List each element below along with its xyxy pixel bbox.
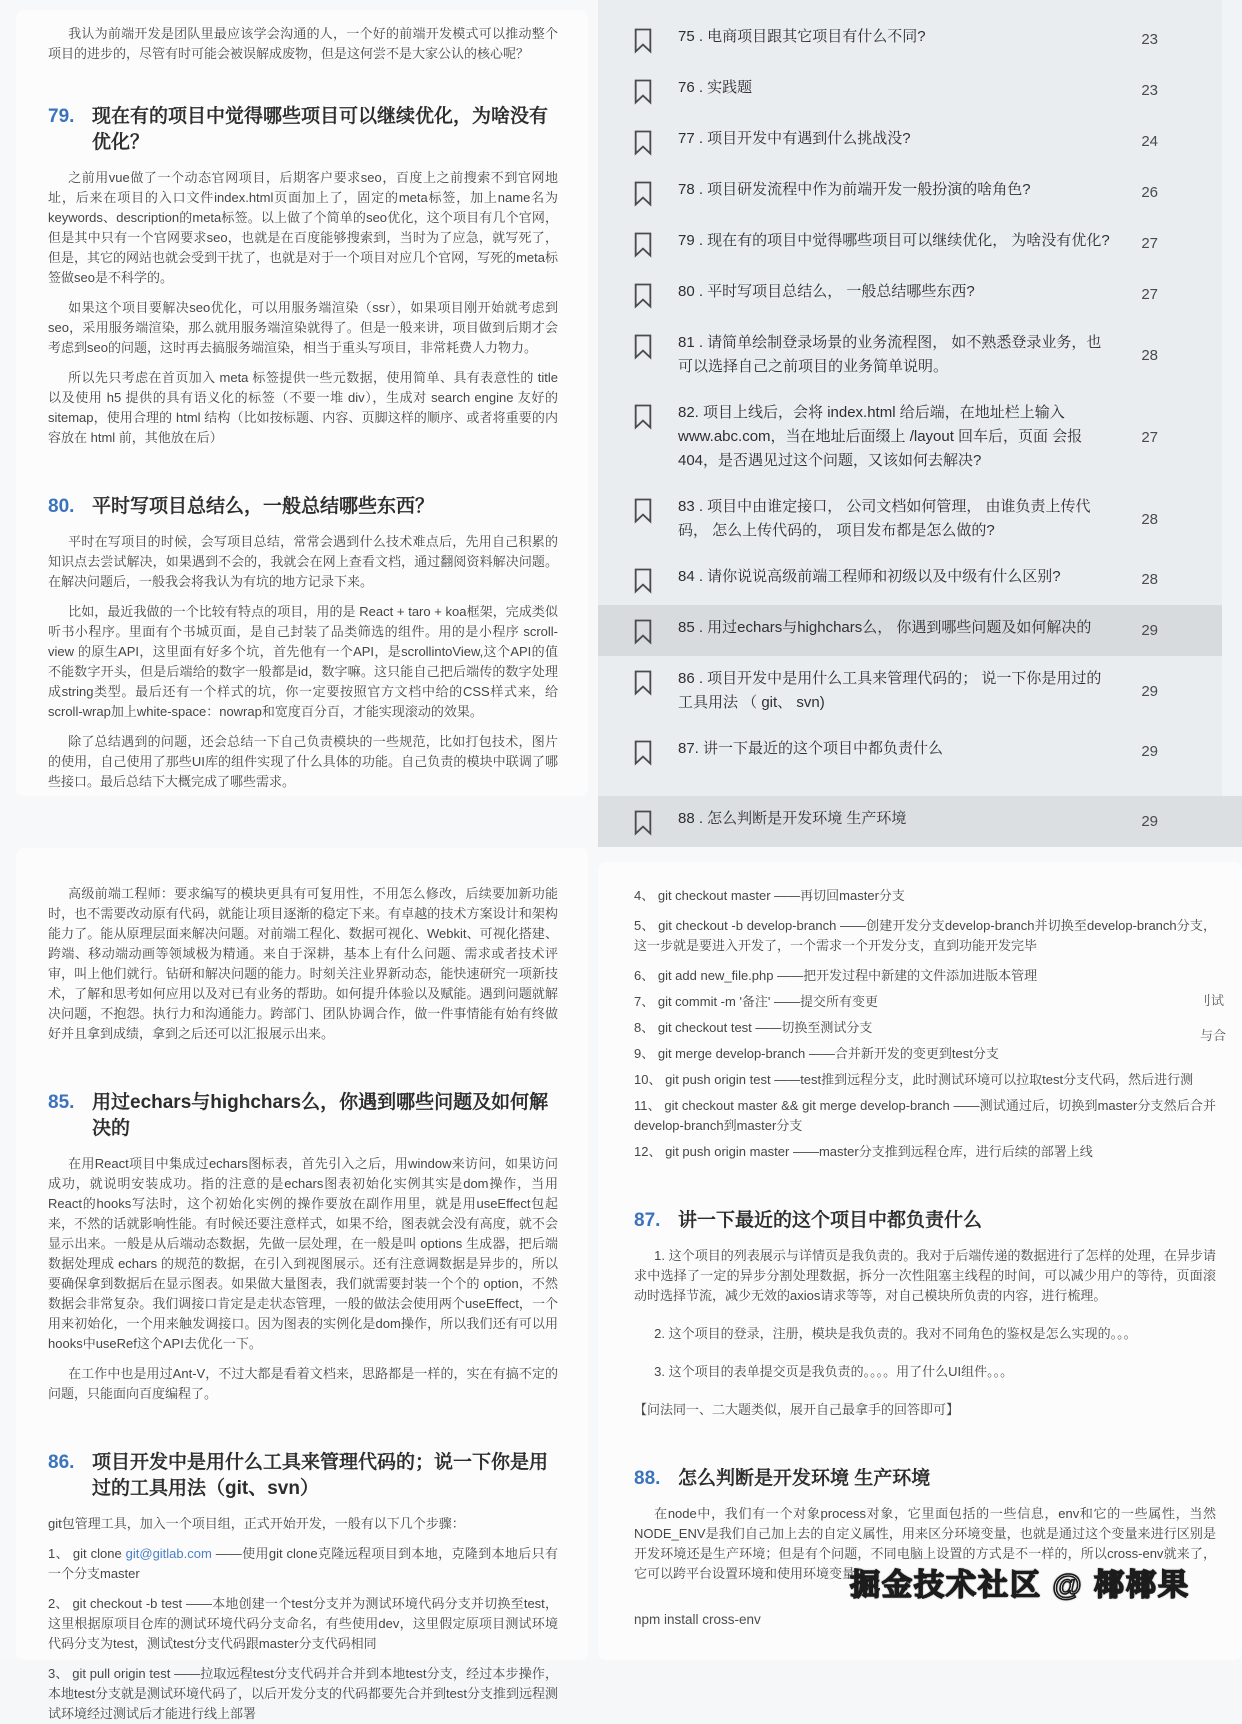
git-step-2: 2、 git checkout -b test ——本地创建一个test分支并为测试环境代码分支并切换至test，这里根据原项目仓库的测试环境代码分支命名，有些使用dev，这里假定原项目测试环境代码分支为test，测试test分支代码跟master分支代码相同 — [48, 1596, 558, 1651]
q86-intro: git包管理工具，加入一个项目组，正式开始开发，一般有以下几个步骤： — [48, 1516, 465, 1531]
q88-paragraph-1: 在node中，我们有一个对象process对象，它里面包括的一些信息，env和它的一些属性，当然NODE_ENV是我们自己加上去的自定义属性，用来区分环境变量，也就是通过这个变量来进行区别是开发环境还是生产环境；但是有个问题，不同电脑上设置的方式是不一样的，所以cross-env就来了，它可以跨平台设置环境和使用环境变量。 — [634, 1506, 1216, 1581]
question-86-number: 86. — [48, 1452, 75, 1473]
git-step-4: 4、 git checkout master ——再切回master分支 — [634, 888, 905, 903]
q87-paragraph-3: 3. 这个项目的表单提交页是我负责的。。。。用了什么UI组件。。。 — [654, 1364, 1014, 1379]
watermark-text: 掘金技术社区 @ 椰椰果 — [850, 1569, 1190, 1602]
npm-install-command: npm install cross-env — [634, 1612, 761, 1627]
toc-item-82[interactable] — [598, 390, 1242, 484]
bookmark-icon — [632, 127, 656, 156]
page-bottom-left — [16, 848, 588, 1721]
toc-item-label: 86 . 项目开发中是用什么工具来管理代码的； 说一下你是用过的工具用法 （ git、 svn) — [678, 670, 1102, 711]
page-top-left — [16, 10, 588, 796]
git-step-7: 7、 git commit -m '备注' ——提交所有变更 — [634, 994, 879, 1009]
toc-item-label: 78 . 项目研发流程中作为前端开发一般扮演的啥角色? — [678, 181, 1031, 198]
git-step-11: 11、 git checkout master && git merge develop-branch ——测试通过后，切换到master分支然后合并develop-branch到master分支 — [634, 1098, 1216, 1133]
toc-right-strip — [1222, 0, 1242, 822]
toc-item-page: 27 — [1141, 235, 1158, 252]
q80-paragraph-3: 除了总结遇到的问题，还会总结一下自己负责模块的一些规范，比如打包技术，图片的使用，自己使用了那些UI库的组件实现了什么具体的功能。自己负责的模块中联调了哪些接口。最后总结下大概完成了哪些需求。 — [48, 734, 558, 789]
question-79-title: 现在有的项目中觉得哪些项目可以继续优化，为啥没有优化？ — [92, 106, 549, 153]
question-79-heading — [48, 104, 558, 156]
toc-item-87[interactable] — [598, 726, 1242, 777]
question-87-number: 87. — [634, 1210, 661, 1231]
question-80-number: 80. — [48, 496, 75, 517]
git-step-1-post: ——使用git clone克隆远程项目到本地，克隆到本地后只有一个分支master — [48, 1546, 558, 1581]
toc-item-label: 83 . 项目中由谁定接口， 公司文档如何管理， 由谁负责上传代码， 怎么上传代码的， 项目发布都是怎么做的? — [678, 498, 1091, 539]
toc-item-83[interactable] — [598, 484, 1242, 554]
toc-item-page: 24 — [1141, 133, 1158, 150]
toc-item-label: 79 . 现在有的项目中觉得哪些项目可以继续优化， 为啥没有优化? — [678, 232, 1110, 249]
toc-item-page: 29 — [1141, 622, 1158, 639]
toc-item-79[interactable] — [598, 218, 1242, 269]
bookmark-icon — [632, 667, 656, 696]
bookmark-icon — [632, 495, 656, 524]
toc-item-label: 82. 项目上线后，会将 index.html 给后端，在地址栏上输入 www.abc.com，当在地址后面缀上 /layout 回车后，页面 会报 404，是否遇见过这个问题，又该如何去解决? — [678, 404, 1083, 469]
q80-paragraph-2: 比如，最近我做的一个比较有特点的项目，用的是 React + taro + koa框架，完成类似听书小程序。里面有个书城页面，是自己封装了品类筛选的组件。用的是小程序 scroll-view 的原生API，这里面有好多个坑，首先他有一个API，是scrollintoView,这个API的值不能数字开头，但是后端给的数字一般都是id，数字嘛。这只能自己把后端传的数字处理成string类型。最后还有一个样式的坑，你一定要按照官方文档中给的CSS样式来，给scroll-wrap加上white-space：nowrap和宽度百分百，才能实现滚动的效果。 — [48, 604, 558, 719]
toc-item-label: 84 . 请你说说高级前端工程师和初级以及中级有什么区别? — [678, 568, 1061, 585]
toc-item-label: 88 . 怎么判断是开发环境 生产环境 — [678, 810, 907, 827]
question-85-number: 85. — [48, 1092, 75, 1113]
q87-paragraph-2: 2. 这个项目的登录，注册，模块是我负责的。我对不同角色的鉴权是怎么实现的。。。 — [654, 1326, 1137, 1341]
toc-item-page: 28 — [1141, 346, 1158, 364]
git-step-10: 10、 git push origin test ——test推到远程分支，此时测试环境可以拉取test分支代码，然后进行测 — [634, 1072, 1194, 1087]
question-85-heading — [48, 1090, 558, 1142]
bookmark-icon — [632, 401, 656, 430]
q85-paragraph-2: 在工作中也是用过Ant-V，不过大都是看着文档来，思路都是一样的，实在有搞不定的问题，只能面向百度编程了。 — [48, 1366, 558, 1401]
toc-item-page: 29 — [1141, 682, 1158, 700]
bookmark-icon — [632, 76, 656, 105]
git-step-9: 9、 git merge develop-branch ——合并新开发的变更到test分支 — [634, 1046, 999, 1061]
page-bottom-right — [598, 862, 1242, 1660]
toc-item-76[interactable] — [598, 65, 1242, 116]
toc-item-page: 29 — [1141, 743, 1158, 760]
gitlab-link[interactable]: git@gitlab.com — [125, 1546, 212, 1561]
toc-item-label: 77 . 项目开发中有遇到什么挑战没? — [678, 130, 911, 147]
q79-paragraph-1: 之前用vue做了一个动态官网项目，后期客户要求seo，百度上之前搜索不到官网地址，后来在项目的入口文件index.html页面加上了，固定的meta标签，加上name名为keywords、description的meta标签。以上做了个简单的seo优化，这个项目有几个官网，但是其中只有一个官网要求seo，也就是在百度能够搜索到，当时为了应急，就写死了，但是，其它的网站也就会受到干扰了，也就是对于一个项目对应几个官网，写死的meta标签做seo是不科学的。 — [48, 170, 558, 285]
bookmark-icon — [632, 178, 656, 207]
question-79-number: 79. — [48, 106, 75, 127]
bookmark-icon — [632, 616, 656, 645]
question-85-title: 用过echars与highchars么，你遇到哪些问题及如何解决的 — [92, 1092, 549, 1139]
question-87-title: 讲一下最近的这个项目中都负责什么 — [678, 1210, 983, 1231]
clipped-text-fragment: 与合 — [1199, 1028, 1226, 1043]
toc-item-75[interactable] — [598, 14, 1242, 65]
git-step-5: 5、 git checkout -b develop-branch ——创建开发分支develop-branch并切换至develop-branch分支，这一步就是要进入开发了，一个需求一个开发分支，直到功能开发完毕 — [634, 918, 1216, 953]
toc-item-86[interactable] — [598, 656, 1242, 726]
question-87-heading — [634, 1208, 1216, 1234]
toc-item-78[interactable] — [598, 167, 1242, 218]
question-80-heading — [48, 494, 558, 520]
toc-panel — [598, 0, 1242, 830]
q79-paragraph-3: 所以先只考虑在首页加入 meta 标签提供一些元数据，使用简单、具有表意性的 title 以及使用 h5 提供的具有语义化的标签（不要一堆 div），生成对 search engine 友好的 sitemap，使用合理的 html 结构（比如按标题、内容、页脚这样的顺序、或者将重要的内容放在 html 前，其他放在后） — [48, 370, 558, 445]
toc-item-81[interactable] — [598, 320, 1242, 390]
toc-item-page: 27 — [1141, 286, 1158, 303]
toc-item-label: 75 . 电商项目跟其它项目有什么不同? — [678, 28, 926, 45]
question-88-number: 88. — [634, 1468, 661, 1489]
q85-paragraph-1: 在用React项目中集成过echars图标表，首先引入之后，用window来访问，如果访问成功，就说明安装成功。指的注意的是echars图表初始化实例其实是dom操作，当用React的hooks写法时，这个初始化实例的操作要放在副作用里，就是用useEffect包起来，不然的话就影响性能。有时候还要注意样式，如果不给，图表就会没有高度，就不会显示出来。一般是从后端动态数据，先做一层处理，在一般是叫 options 生成器，把后端数据处理成 echars 的规范的数据，在引入到视图展示。还有注意调数据是异步的，所以要确保拿到数据后在显示图表。如果做大量图表，我们就需要封装一个个的 option，不然数据会非常复杂。我们调接口肯定是走状态管理，一般的做法会使用两个useEffect，一个用来初始化，一个用来触发调接口。因为图表的实例化是dom操作，所以我们还有可以用hooks中useRef这个API去优化一下。 — [48, 1156, 558, 1351]
toc-item-label: 76 . 实践题 — [678, 79, 753, 96]
q87-paragraph-1: 1. 这个项目的列表展示与详情页是我负责的。我对于后端传递的数据进行了怎样的处理，在异步请求中选择了一定的异步分割处理数据，拆分一次性阻塞主线程的时间，可以减少用户的等待，页面滚动时选择节流，减少无效的axios请求等等，对自己模块所负责的内容，进行梳理。 — [634, 1248, 1216, 1303]
question-88-heading — [634, 1466, 1216, 1492]
toc-item-label: 87. 讲一下最近的这个项目中都负责什么 — [678, 740, 944, 757]
question-80-title: 平时写项目总结么，一般总结哪些东西？ — [92, 496, 435, 517]
bookmark-icon — [632, 331, 656, 360]
bookmark-icon — [632, 737, 656, 766]
bookmark-icon — [632, 25, 656, 54]
q87-note: 【问法同一、二大题类似，展开自己最拿手的回答即可】 — [634, 1402, 960, 1417]
git-step-3: 3、 git pull origin test ——拉取远程test分支代码并合并到本地test分支，经过本步操作，本地test分支就是测试环境代码了，以后开发分支的代码都要先合并到test分支推到远程测试环境经过测试后才能进行线上部署 — [48, 1666, 558, 1721]
q80-paragraph-1: 平时在写项目的时候，会写项目总结，常常会遇到什么技术难点后，先用自己积累的知识点去尝试解决，如果遇到不会的，我就会在网上查看文档，通过翻阅资料解决问题。在解决问题后，一般我会将我认为有坑的地方记录下来。 — [48, 534, 558, 589]
toc-item-page: 29 — [1141, 813, 1158, 830]
q79-paragraph-2: 如果这个项目要解决seo优化，可以用服务端渲染（ssr），如果项目刚开始就考虑到seo，采用服务端渲染，那么就用服务端渲染就得了。但是一般来讲，项目做到后期才会考虑到seo的问题，这时再去搞服务端渲染，相当于重头写项目，非常耗费人力物力。 — [48, 300, 558, 355]
git-step-12: 12、 git push origin master ——master分支推到远程仓库，进行后续的部署上线 — [634, 1144, 1093, 1159]
bookmark-icon — [632, 565, 656, 594]
git-step-8: 8、 git checkout test ——切换至测试分支 — [634, 1020, 873, 1035]
clipped-text-fragment: 刂试 — [1197, 993, 1224, 1008]
bookmark-icon — [632, 807, 656, 836]
toc-item-84[interactable] — [598, 554, 1242, 605]
toc-item-page: 26 — [1141, 184, 1158, 201]
toc-item-label: 85 . 用过echars与highchars么， 你遇到哪些问题及如何解决的 — [678, 619, 1092, 636]
git-step-1-pre: 1、 git clone — [48, 1546, 126, 1561]
question-88-title: 怎么判断是开发环境 生产环境 — [678, 1468, 931, 1489]
question-86-heading — [48, 1450, 558, 1502]
git-step-1 — [48, 1544, 558, 1584]
toc-item-page: 28 — [1141, 571, 1158, 588]
toc-item-label: 80 . 平时写项目总结么， 一般总结哪些东西? — [678, 283, 975, 300]
toc-item-page: 28 — [1141, 510, 1158, 528]
toc-item-88-clipped[interactable] — [598, 796, 1242, 830]
toc-item-page: 27 — [1141, 428, 1158, 446]
toc-item-77[interactable] — [598, 116, 1242, 167]
answer84-tail-paragraph: 高级前端工程师：要求编写的模块更具有可复用性，不用怎么修改，后续要加新功能时，也不需要改动原有代码，就能让项目逐渐的稳定下来。有卓越的技术方案设计和架构能力了。能从原理层面来解决问题。对前端工程化、数据可视化、Webkit、可视化搭建、跨端、移动端动画等领域极为精通。来自于深耕，基本上有什么问题、需求或者技术评审，叫上他们就行。钻研和解决问题的能力。时刻关注业界新动态，能快速研究一项新技术，了解和思考如何应用以及对已有业务的帮助。如何提升体验以及赋能。遇到问题就解决问题，不抱怨。执行力和沟通能力。跨部门、团队协调合作，做一件事情能有始有终做好并且拿到成绩，拿到之后还可以汇报展示出来。 — [48, 886, 558, 1041]
toc-item-page: 23 — [1141, 31, 1158, 48]
bookmark-icon — [632, 229, 656, 258]
toc-item-80[interactable] — [598, 269, 1242, 320]
answer78-tail-paragraph: 我认为前端开发是团队里最应该学会沟通的人，一个好的前端开发模式可以推动整个项目的进步的，尽管有时可能会被误解成废物，但是这何尝不是大家公认的核心呢？ — [48, 26, 558, 61]
git-step-6: 6、 git add new_file.php ——把开发过程中新建的文件添加进版本管理 — [634, 968, 1038, 983]
question-86-title: 项目开发中是用什么工具来管理代码的；说一下你是用过的工具用法（git、svn） — [92, 1452, 549, 1499]
bookmark-icon — [632, 280, 656, 309]
toc-item-label: 81 . 请简单绘制登录场景的业务流程图， 如不熟悉登录业务，也可以选择自己之前项目的业务简单说明。 — [678, 334, 1102, 375]
toc-item-page: 23 — [1141, 82, 1158, 99]
toc-item-85-highlighted[interactable] — [598, 605, 1242, 656]
